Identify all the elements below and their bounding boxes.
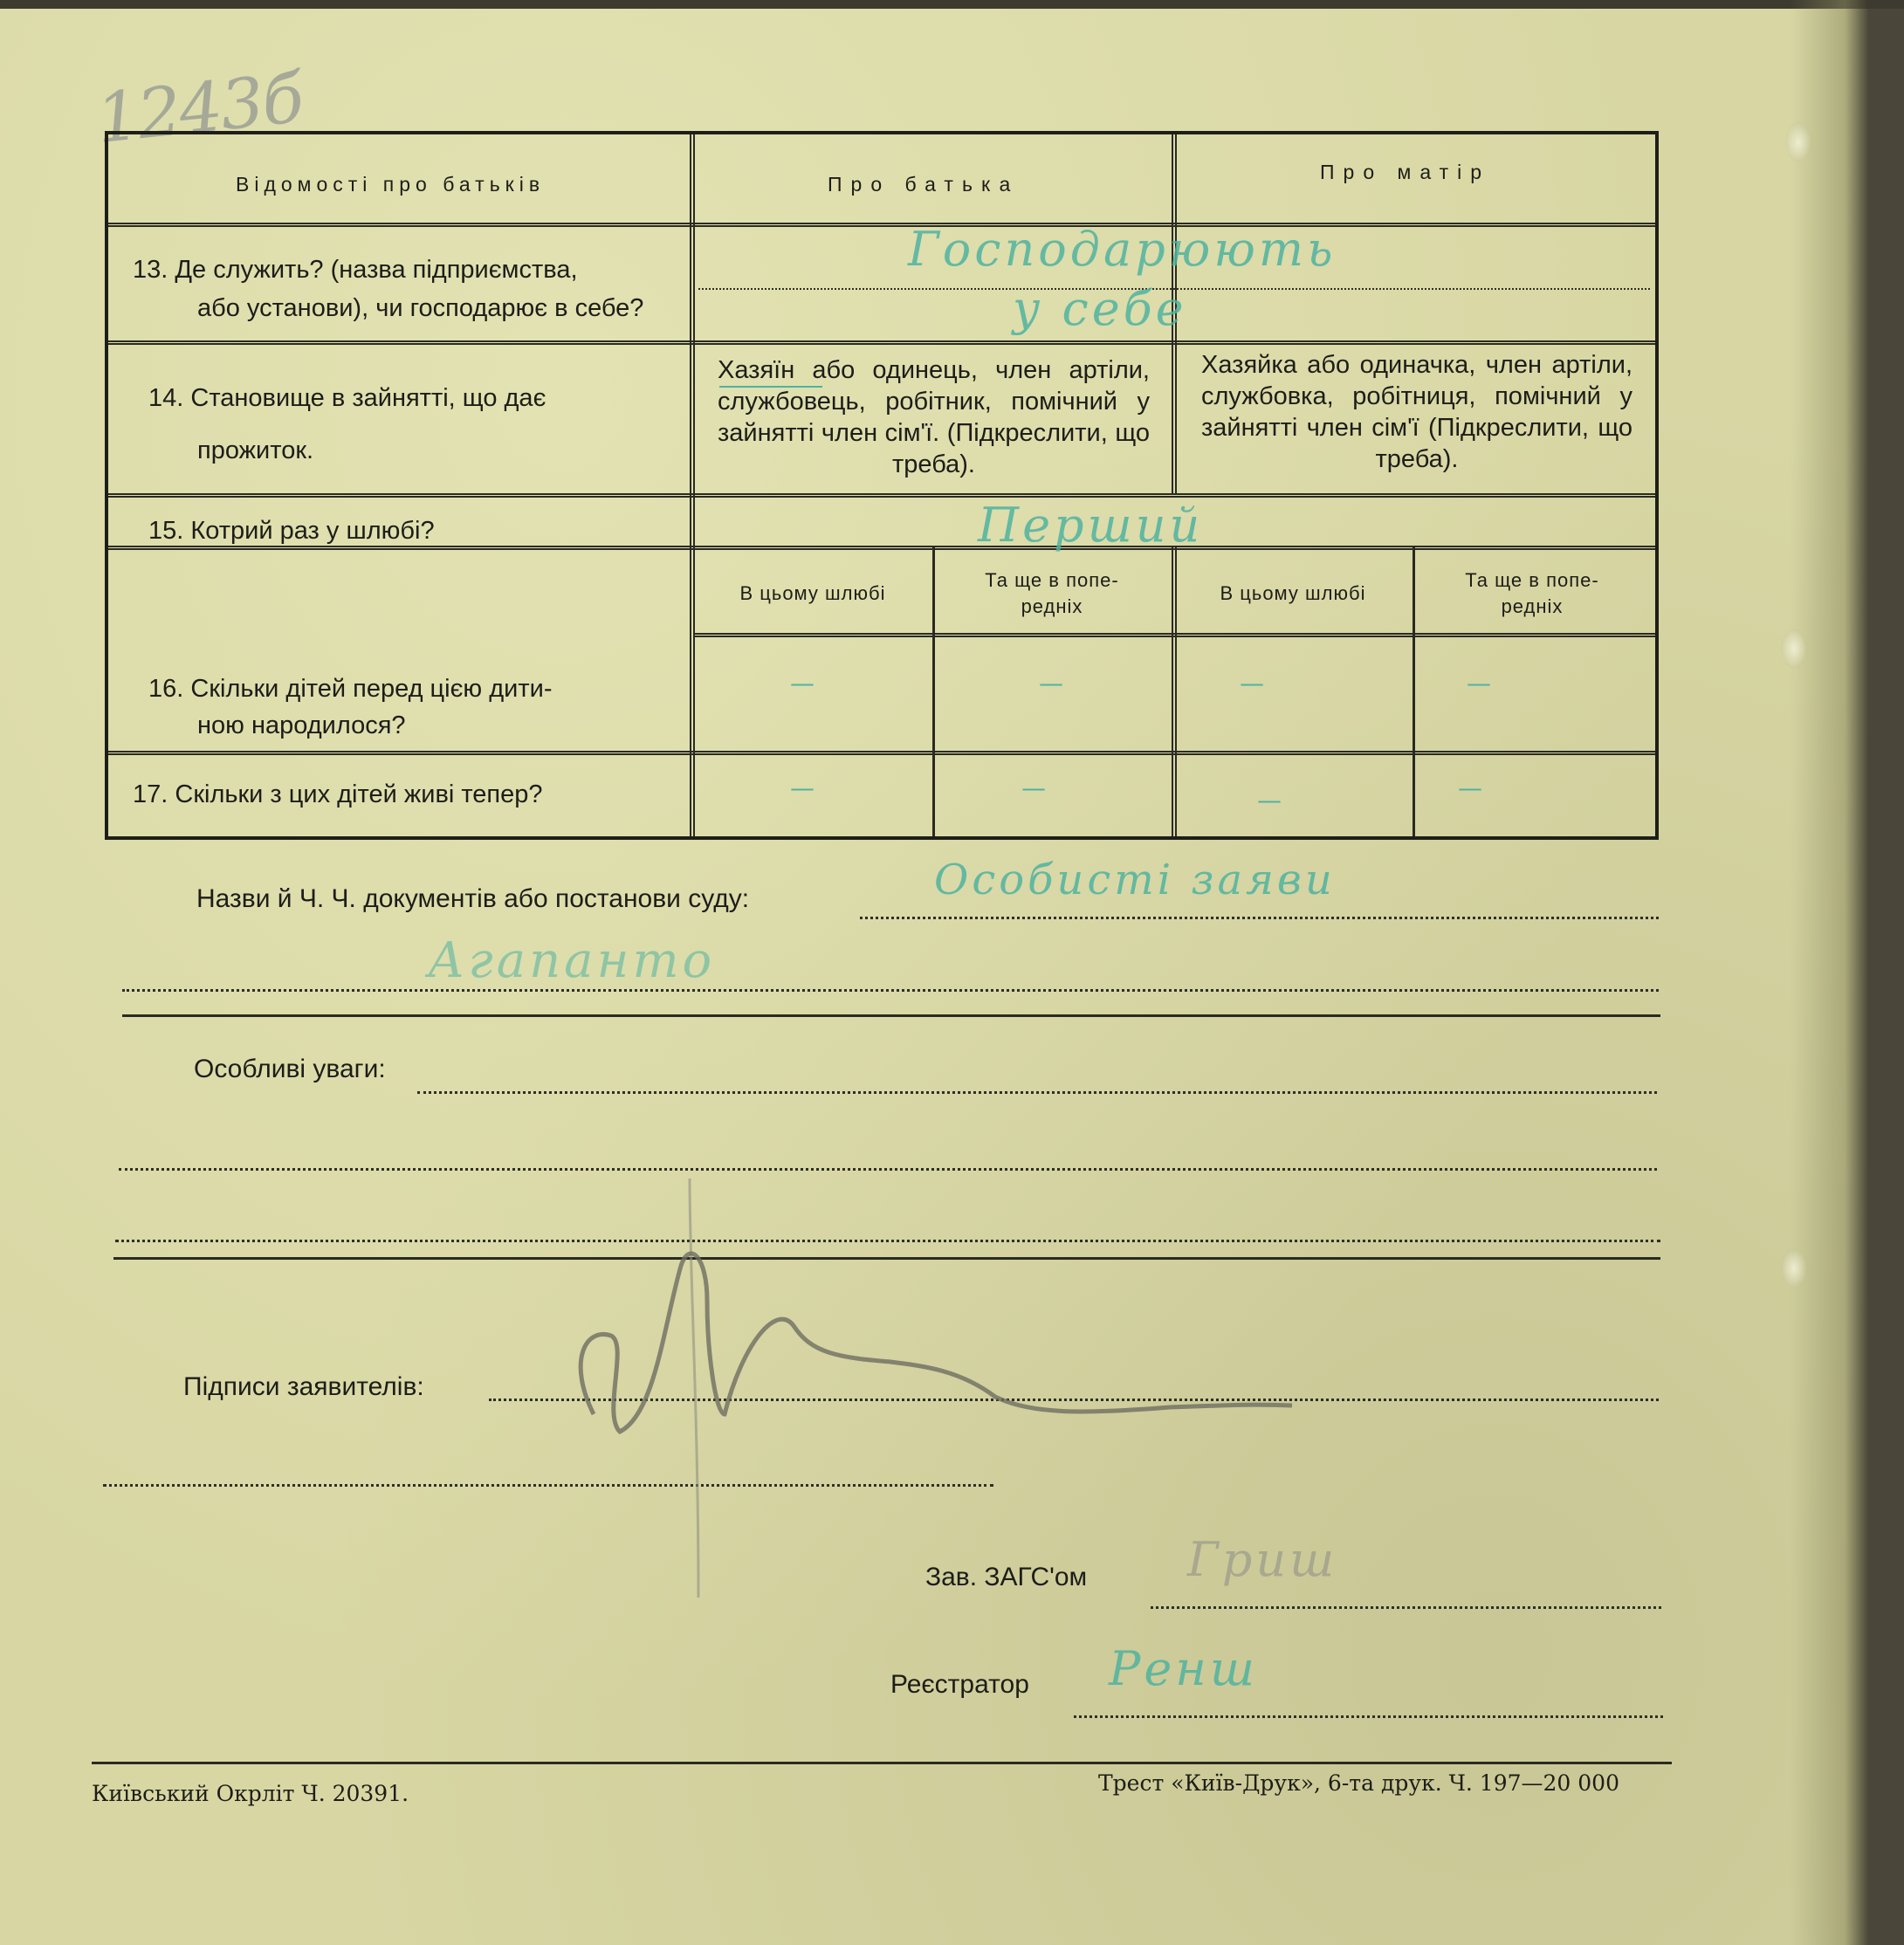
documents-handwritten-2: Агапанто [428, 932, 716, 989]
table-divider [108, 223, 1655, 227]
documents-handwritten: Особисті заяви [934, 856, 1336, 904]
notes-label: Особливі уваги: [194, 1055, 386, 1083]
header-mother: Про матір [1320, 161, 1491, 183]
q15-handwritten-answer: Перший [978, 498, 1204, 553]
q17-line1: 17. Скільки з цих дітей живі тепер? [133, 780, 543, 808]
q16-line1: 16. Скільки дітей перед цією дити- [148, 675, 553, 703]
header-parents-info: Відомості про батьків [236, 173, 546, 196]
footer-left: Київський Окрліт Ч. 20391. [92, 1781, 409, 1806]
q16-mother-this-value: — [1240, 669, 1264, 698]
q16-father-this-value: — [790, 669, 815, 698]
q17-father-prev-value: — [1021, 773, 1046, 802]
zags-head-line [1151, 1606, 1661, 1609]
q13-handwritten-answer-2: у себе [1013, 281, 1187, 336]
signatures-label: Підписи заявителів: [183, 1372, 424, 1401]
q15-line1: 15. Котрий раз у шлюбі? [148, 517, 435, 545]
q16-sub-father-prev-2: редніх [1021, 595, 1083, 617]
registrar-label: Реєстратор [890, 1670, 1029, 1699]
q16-sub-mother-prev-2: редніх [1501, 595, 1564, 617]
footer-rule [92, 1762, 1672, 1764]
registrar-line [1074, 1715, 1663, 1718]
q17-mother-this-value: — [1257, 786, 1282, 814]
zags-head-label: Зав. ЗАГС'ом [925, 1563, 1088, 1591]
zags-head-signature: Гриш [1187, 1532, 1338, 1587]
scan-edge-top [0, 0, 1904, 9]
table-divider [108, 751, 1655, 755]
q16-sub-mother-prev-1: Та ще в попе- [1465, 569, 1599, 591]
q16-father-prev-value: — [1039, 669, 1063, 698]
section-divider [122, 1014, 1660, 1017]
documents-line-2 [122, 989, 1659, 992]
table-column-divider [1413, 546, 1415, 836]
q13-handwritten-answer: Господарюють [908, 222, 1337, 277]
notes-line-1 [417, 1091, 1657, 1094]
binding-hole [1785, 122, 1811, 162]
documents-line-1 [860, 917, 1659, 919]
table-divider [108, 340, 1655, 345]
underline-mark [719, 386, 822, 388]
footer-right: Трест «Київ-Друк», 6-та друк. Ч. 197—20 000 [1098, 1770, 1619, 1796]
table-column-divider [932, 546, 935, 836]
documents-label: Назви й Ч. Ч. документів або постанови суду: [196, 884, 750, 913]
q17-father-this-value: — [790, 773, 815, 802]
q17-mother-prev-value: — [1458, 773, 1482, 802]
table-column-divider [690, 134, 695, 836]
q14-father-options: Хазяїн або одинець, член артіли, службовець, робітник, помічний у зайнятті член сім'ї. (Підкреслити, що треба). [718, 356, 1150, 478]
q13-line1: 13. Де служить? (назва підприємства, [133, 256, 578, 284]
registrar-signature: Ренш [1109, 1641, 1259, 1696]
q16-line2: ною народилося? [197, 711, 406, 739]
table-divider [108, 493, 1655, 498]
q13-line2: або установи), чи господарює в себе? [197, 294, 644, 322]
archive-number: 1243б [92, 58, 306, 160]
q14-line2: прожиток. [197, 436, 314, 464]
binding-hole [1781, 629, 1807, 669]
q16-mother-prev-value: — [1467, 669, 1491, 698]
q16-sub-father-prev-1: Та ще в попе- [985, 569, 1119, 591]
header-father: Про батька [828, 173, 1020, 196]
q14-mother-options: Хазяйка або одиначка, член артіли, службовка, робітниця, помічний у зайнятті член сім'ї (Підкреслити, що треба). [1201, 351, 1632, 473]
q14-line1: 14. Становище в зайнятті, що дає [148, 384, 546, 412]
q16-sub-mother-this: В цьому шлюбі [1220, 582, 1366, 604]
binding-hole [1781, 1248, 1807, 1289]
table-column-divider [1172, 546, 1177, 836]
table-column-divider [1172, 340, 1177, 493]
q16-sub-father-this: В цьому шлюбі [739, 582, 886, 604]
binding-edge [1790, 0, 1868, 1945]
